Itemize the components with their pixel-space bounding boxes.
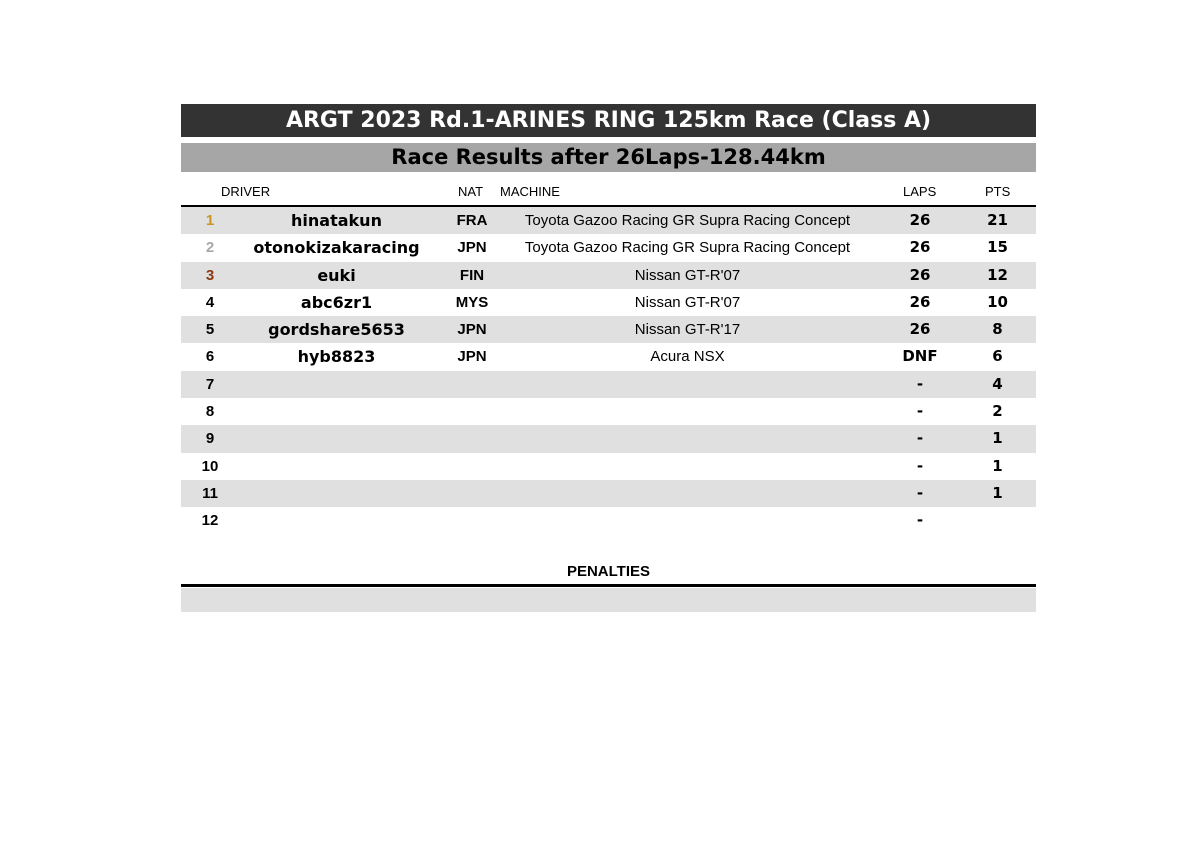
table-row [181,480,1036,507]
cell-nat: JPN [457,321,487,339]
cell-laps: 26 [909,211,931,229]
header-laps: LAPS [903,184,937,199]
cell-nat: FRA [456,212,488,229]
cell-pos: 11 [202,484,218,502]
cell-laps: 26 [909,238,931,257]
table-row [181,425,1036,452]
table-row [181,289,1036,316]
table-row [181,343,1036,370]
cell-pos: 2 [205,239,215,257]
cell-pos: 1 [205,212,215,229]
cell-nat: JPN [457,348,487,366]
table-row [181,316,1036,343]
header-driver: DRIVER [221,184,271,199]
table-row [181,262,1036,289]
cell-pts: 12 [987,265,1008,284]
header-nat: NAT [458,184,484,199]
cell-laps: - [916,429,924,448]
cell-pts: 1 [992,483,1003,502]
penalties-heading: PENALTIES [566,563,651,580]
race-subtitle: Race Results after 26Laps-128.44km [181,143,1036,172]
cell-driver: hinatakun [291,211,382,230]
table-row [181,371,1036,398]
cell-machine: Nissan GT-R'07 [634,293,741,311]
cell-pos: 12 [201,512,219,530]
cell-laps: - [916,483,924,502]
cell-laps: 26 [909,320,931,339]
cell-pts: 2 [992,402,1003,421]
cell-laps: - [916,456,924,475]
cell-machine: Nissan GT-R'17 [634,321,741,339]
cell-pts: 10 [987,292,1008,311]
cell-pts: 4 [992,374,1003,393]
cell-pos: 6 [205,348,215,366]
header-pts: PTS [985,184,1011,199]
cell-pos: 5 [205,321,215,339]
cell-machine: Toyota Gazoo Racing GR Supra Racing Concept [524,239,851,257]
cell-laps: 26 [909,292,931,311]
cell-pos: 3 [205,266,215,284]
table-row [181,234,1036,261]
cell-laps: - [916,402,924,421]
table-row [181,207,1036,234]
cell-driver: otonokizakaracing [253,238,420,258]
cell-driver: gordshare5653 [268,320,405,340]
header-machine: MACHINE [500,184,560,199]
cell-pos: 8 [205,403,215,421]
cell-pos: 4 [205,293,215,311]
cell-driver: euki [317,265,356,285]
cell-driver: hyb8823 [297,347,376,367]
cell-laps: - [916,511,924,530]
penalties-divider [181,584,1036,587]
penalties-row [181,588,1036,612]
cell-pts: 1 [992,429,1003,448]
cell-machine: Toyota Gazoo Racing GR Supra Racing Concept [524,212,851,229]
cell-pts: 1 [992,456,1003,475]
cell-pos: 9 [205,430,215,448]
cell-pts: 21 [987,211,1008,229]
table-row [181,507,1036,534]
cell-laps: 26 [909,265,931,284]
cell-machine: Acura NSX [650,348,725,366]
race-title: ARGT 2023 Rd.1-ARINES RING 125km Race (Class A) [181,104,1036,137]
cell-nat: FIN [459,266,485,284]
cell-laps: DNF [902,347,938,366]
cell-pos: 10 [201,457,219,475]
cell-nat: MYS [455,293,489,311]
cell-pts: 6 [992,347,1003,366]
cell-pts: 15 [987,238,1008,257]
cell-laps: - [916,374,924,393]
cell-pts: 8 [992,320,1003,339]
cell-driver: abc6zr1 [300,292,373,312]
cell-nat: JPN [457,239,487,257]
results-table [181,207,1036,535]
cell-machine: Nissan GT-R'07 [634,266,741,284]
cell-pos: 7 [205,375,215,393]
table-row [181,453,1036,480]
table-row [181,398,1036,425]
